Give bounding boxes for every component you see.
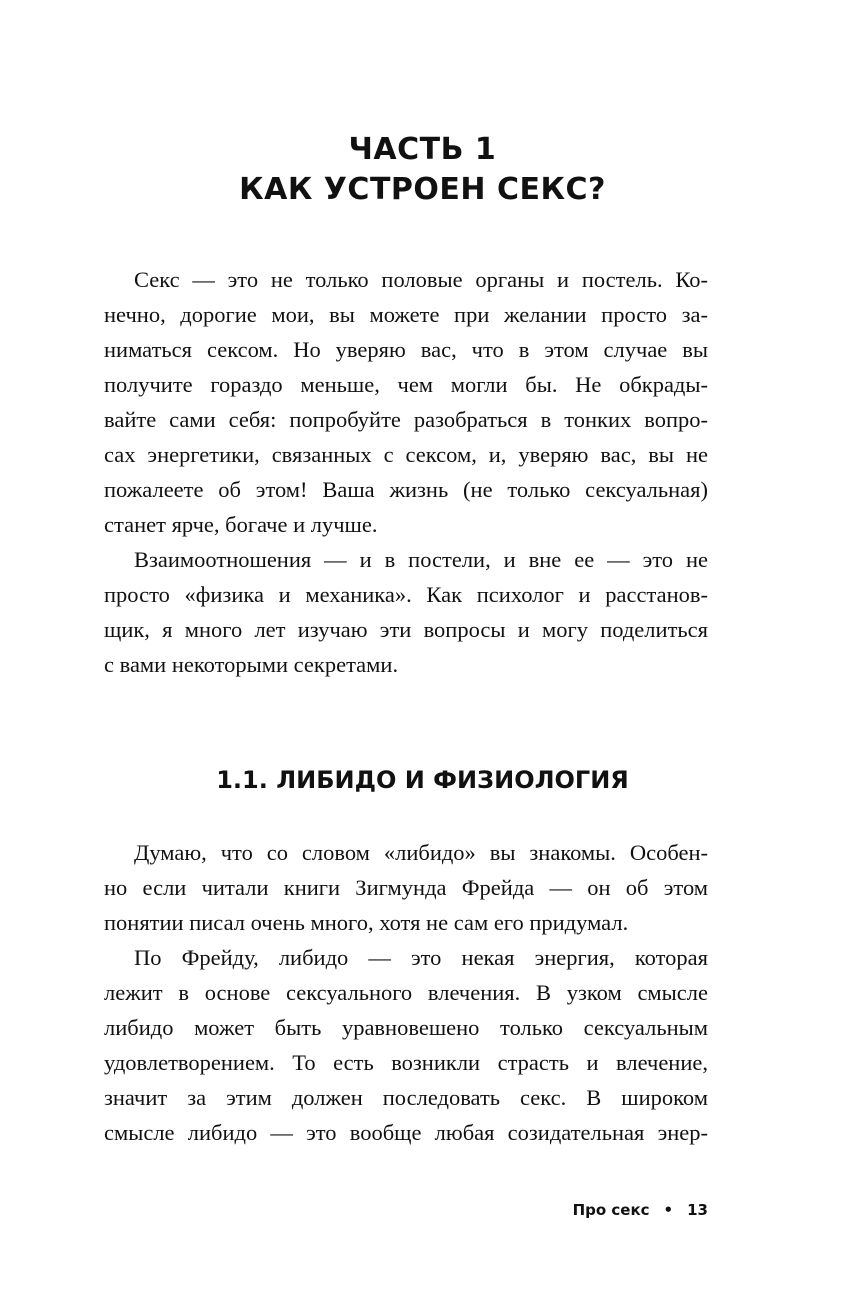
text-line: Взаимоотношения — и в постели, и вне ее — это не (134, 547, 708, 572)
text-line: понятии писал очень много, хотя не сам его придумал. (104, 910, 629, 935)
page-number: 13 (687, 1201, 708, 1219)
page-footer (573, 1198, 708, 1222)
text-line: вайте сами себя: попробуйте разобраться в тонких вопро- (104, 407, 708, 432)
intro-paragraph-2 (104, 542, 708, 682)
text-line: щик, я много лет изучаю эти вопросы и могу поделиться (104, 617, 708, 642)
part-title: КАК УСТРОЕН СЕКС? (239, 172, 606, 207)
section-title: 1.1. ЛИБИДО И ФИЗИОЛОГИЯ (216, 766, 629, 794)
text-line: ниматься сексом. Но уверяю вас, что в этом случае вы (104, 337, 708, 362)
text-line: нечно, дорогие мои, вы можете при желании просто за- (104, 302, 708, 327)
text-line: Думаю, что со словом «либидо» вы знакомы. Особен- (134, 840, 708, 865)
text-line: значит за этим должен последовать секс. В широком (104, 1085, 708, 1110)
text-line: просто «физика и механика». Как психолог и расстанов- (104, 582, 708, 607)
bullet-separator: • (663, 1201, 674, 1219)
section-paragraph-2 (104, 940, 708, 1150)
text-line: пожалеете об этом! Ваша жизнь (не только сексуальная) (104, 477, 708, 502)
text-line: Секс — это не только половые органы и постель. Ко- (134, 267, 708, 292)
text-line: смысле либидо — это вообще любая созидательная энер- (104, 1120, 708, 1145)
text-line: По Фрейду, либидо — это некая энергия, которая (134, 945, 708, 970)
part-label: ЧАСТЬ 1 (348, 132, 497, 167)
text-line: либидо может быть уравновешено только сексуальным (104, 1015, 708, 1040)
text-line: лежит в основе сексуального влечения. В узком смысле (104, 980, 708, 1005)
running-title: Про секс (572, 1201, 650, 1219)
text-line: но если читали книги Зигмунда Фрейда — он об этом (104, 875, 708, 900)
text-line: с вами некоторыми секретами. (104, 652, 399, 677)
text-line: удовлетворением. То есть возникли страсть и влечение, (104, 1050, 708, 1075)
text-line: получите гораздо меньше, чем могли бы. Не обкрады- (104, 372, 708, 397)
text-line: станет ярче, богаче и лучше. (104, 512, 378, 537)
intro-paragraph-1 (104, 262, 708, 542)
text-line: сах энергетики, связанных с сексом, и, уверяю вас, вы не (104, 442, 708, 467)
section-paragraph-1 (104, 835, 708, 940)
